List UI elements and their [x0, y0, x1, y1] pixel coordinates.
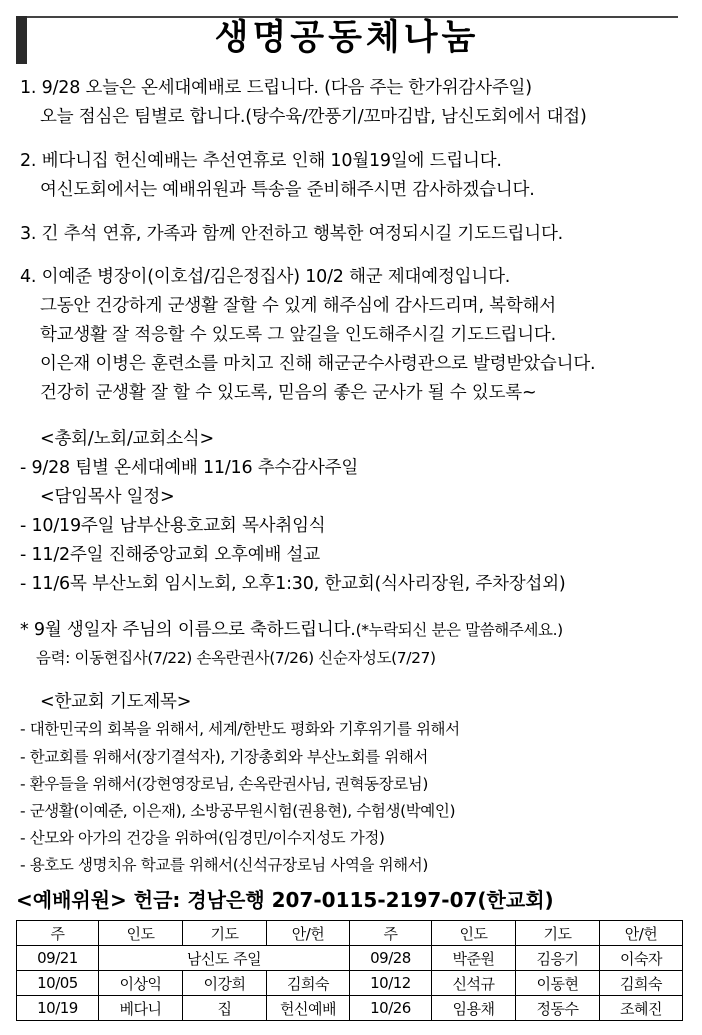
cell-prayer: 김응기	[516, 946, 600, 971]
cell-date: 10/05	[17, 971, 99, 996]
cell-prayer: 이강희	[183, 971, 267, 996]
prayer-item-2: - 한교회를 위해서(장기결석자), 기장총회와 부산노회를 위해서	[20, 748, 428, 766]
schedule-item-2: - 11/2주일 진해중앙교회 오후예배 설교	[20, 545, 320, 565]
notice-4-line-4: 이은재 이병은 훈련소를 마치고 진해 해군군수사령관으로 발령받았습니다.	[40, 354, 596, 374]
worship-heading: <예배위원> 헌금: 경남은행 207-0115-2197-07(한교회)	[16, 888, 554, 912]
cell-usher: 헌신예배	[267, 996, 350, 1021]
birthday-line	[20, 616, 563, 641]
notice-1-line-1: 1. 9/28 오늘은 온세대예배로 드립니다. (다음 주는 한가위감사주일)	[20, 78, 532, 98]
notice-1-line-2: 오늘 점심은 팀별로 합니다.(탕수육/깐풍기/꼬마김밥, 남신도회에서 대접)	[40, 107, 587, 127]
cell-date: 09/28	[350, 946, 432, 971]
prayer-heading: <한교회 기도제목>	[40, 692, 192, 712]
notice-4-line-2: 그동안 건강하게 군생활 잘할 수 있게 해주심에 감사드리며, 복학해서	[40, 296, 557, 316]
schedule-heading: <담임목사 일정>	[40, 487, 175, 507]
cell-usher: 이숙자	[600, 946, 683, 971]
notice-4-line-5: 건강히 군생활 잘 할 수 있도록, 믿음의 좋은 군사가 될 수 있도록~	[40, 383, 537, 403]
col-lead-1: 인도	[99, 921, 183, 946]
cell-merged: 남신도 주일	[99, 946, 350, 971]
prayer-item-5: - 산모와 아가의 건강을 위하여(임경민/이수지성도 가정)	[20, 829, 385, 847]
col-lead-2: 인도	[432, 921, 516, 946]
cell-lead: 베다니	[99, 996, 183, 1021]
notice-4-line-1: 4. 이예준 병장이(이호섭/김은정집사) 10/2 해군 제대예정입니다.	[20, 267, 511, 287]
col-week-1: 주	[17, 921, 99, 946]
table-row	[17, 971, 683, 996]
prayer-item-6: - 용호도 생명치유 학교를 위해서(신석규장로님 사역을 위해서)	[20, 856, 428, 874]
notice-4-line-3: 학교생활 잘 적응할 수 있도록 그 앞길을 인도해주시길 기도드립니다.	[40, 325, 557, 345]
cell-date: 09/21	[17, 946, 99, 971]
birthday-note: (*누락되신 분은 말씀해주세요.)	[355, 621, 563, 639]
title-bar	[16, 6, 678, 64]
col-week-2: 주	[350, 921, 432, 946]
notice-2-line-1: 2. 베다니집 헌신예배는 추선연휴로 인해 10월19일에 드립니다.	[20, 151, 502, 171]
col-prayer-1: 기도	[183, 921, 267, 946]
cell-usher: 조혜진	[600, 996, 683, 1021]
cell-prayer: 이동현	[516, 971, 600, 996]
schedule-item-3: - 11/6목 부산노회 임시노회, 오후1:30, 한교회(식사리장원, 주차장섭외)	[20, 574, 566, 594]
worship-roster-table	[16, 920, 683, 1021]
notice-2-line-2: 여신도회에서는 예배위원과 특송을 준비해주시면 감사하겠습니다.	[40, 180, 535, 200]
schedule-item-1: - 10/19주일 남부산용호교회 목사취임식	[20, 516, 326, 536]
cell-lead: 이상익	[99, 971, 183, 996]
prayer-item-4: - 군생활(이예준, 이은재), 소방공무원시험(권용현), 수험생(박예인)	[20, 802, 456, 820]
news-heading: <총회/노회/교회소식>	[40, 429, 214, 449]
cell-lead: 임용채	[432, 996, 516, 1021]
prayer-item-3: - 환우들을 위해서(강현영장로님, 손옥란권사님, 권혁동장로님)	[20, 775, 428, 793]
cell-prayer: 정동수	[516, 996, 600, 1021]
cell-date: 10/19	[17, 996, 99, 1021]
cell-lead: 신석규	[432, 971, 516, 996]
prayer-item-1: - 대한민국의 회복을 위해서, 세계/한반도 평화와 기후위기를 위해서	[20, 720, 460, 738]
col-usher-2: 안/헌	[600, 921, 683, 946]
birthday-names: 음력: 이동현집사(7/22) 손옥란권사(7/26) 신순자성도(7/27)	[36, 649, 436, 667]
table-row	[17, 946, 683, 971]
table-header-row	[17, 921, 683, 946]
birthday-text: * 9월 생일자 주님의 이름으로 축하드립니다.	[20, 620, 356, 640]
cell-date: 10/12	[350, 971, 432, 996]
notice-3-line-1: 3. 긴 추석 연휴, 가족과 함께 안전하고 행복한 여정되시길 기도드립니다.	[20, 224, 564, 244]
cell-usher: 김희숙	[267, 971, 350, 996]
cell-lead: 박준원	[432, 946, 516, 971]
page-title: 생명공동체나눔	[214, 18, 480, 58]
col-usher-1: 안/헌	[267, 921, 350, 946]
col-prayer-2: 기도	[516, 921, 600, 946]
cell-usher: 김희숙	[600, 971, 683, 996]
news-item: - 9/28 팀별 온세대예배 11/16 추수감사주일	[20, 458, 359, 478]
cell-prayer: 집	[183, 996, 267, 1021]
table-row	[17, 996, 683, 1021]
cell-date: 10/26	[350, 996, 432, 1021]
